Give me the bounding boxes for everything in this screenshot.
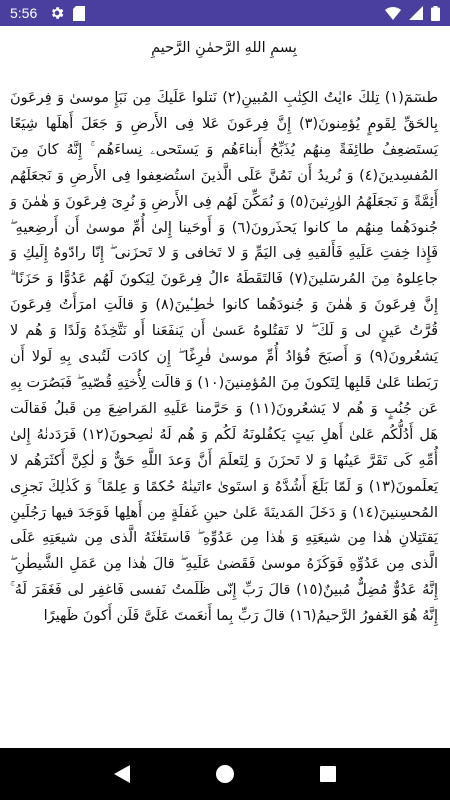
recents-icon	[320, 766, 336, 782]
home-icon	[216, 765, 234, 783]
home-button[interactable]	[209, 758, 241, 790]
basmala-heading: بِسمِ اللهِ الرَّحمٰنِ الرَّحيمِ	[151, 40, 297, 56]
back-icon	[114, 765, 130, 783]
battery-icon	[431, 6, 440, 21]
wifi-icon	[385, 6, 401, 20]
status-time: 5:56	[10, 5, 38, 21]
back-button[interactable]	[106, 758, 138, 790]
verses-text: طسٓمٓ(١) تِلكَ ءايٰتُ الكِتٰبِ المُبينِ(٢) نَتلوا عَلَيكَ مِن نَبَإِ موسىٰ وَ فِرعَونَ بِالحَقِّ لِقَومٍ يُؤمِنونَ(٣) إِنَّ فِرعَونَ عَلا فِى الأَرضِ وَ جَعَلَ أَهلَها شِيَعًا يَستَضعِفُ طائِفَةً مِنهُم يُذَبِّحُ أَبناءَهُم وَ يَستَحىۦ نِساءَهُم ۚ إِنَّهُ كانَ مِنَ المُفسِدينَ(٤) وَ نُريدُ أَن نَمُنَّ عَلَى الَّذينَ استُضعِفوا فِى الأَرضِ وَ نَجعَلَهُم أَئِمَّةً وَ نَجعَلَهُمُ الوٰرِثينَ(٥) وَ نُمَكِّنَ لَهُم فِى الأَرضِ وَ نُرِىَ فِرعَونَ وَ هٰمٰنَ وَ جُنودَهُما مِنهُم ما كانوا يَحذَرونَ(٦) وَ أَوحَينا إِلىٰ أُمِّ موسىٰ أَن أَرضِعيهِ ۖ فَإِذا خِفتِ عَلَيهِ فَأَلقيهِ فِى اليَمِّ وَ لا تَخافى وَ لا تَحزَنى ۖ إِنّا رادّوهُ إِلَيكِ وَ جاعِلوهُ مِنَ المُرسَلينَ(٧) فَالتَقَطَهُ ءالُ فِرعَونَ لِيَكونَ لَهُم عَدُوًّا وَ حَزَنًا ۗ إِنَّ فِرعَونَ وَ هٰمٰنَ وَ جُنودَهُما كانوا خٰطِـٔينَ(٨) وَ قالَتِ امرَأَتُ فِرعَونَ قُرَّتُ عَينٍ لى وَ لَكَ ۖ لا تَقتُلوهُ عَسىٰ أَن يَنفَعَنا أَو نَتَّخِذَهُ وَلَدًا وَ هُم لا يَشعُرونَ(٩) وَ أَصبَحَ فُؤادُ أُمِّ موسىٰ فٰرِغًا ۖ إِن كادَت لَتُبدى بِهِ لَولا أَن رَبَطنا عَلىٰ قَلبِها لِتَكونَ مِنَ المُؤمِنينَ(١٠) وَ قالَت لِأُختِهِ قُصّيهِ ۖ فَبَصُرَت بِهِ عَن جُنُبٍ وَ هُم لا يَشعُرونَ(١١) وَ حَرَّمنا عَلَيهِ المَراضِعَ مِن قَبلُ فَقالَت هَل أَدُلُّكُم عَلىٰ أَهلِ بَيتٍ يَكفُلونَهُ لَكُم وَ هُم لَهُ نٰصِحونَ(١٢) فَرَدَدنٰهُ إِلىٰ أُمِّهِ كَى تَقَرَّ عَينُها وَ لا تَحزَنَ وَ لِتَعلَمَ أَنَّ وَعدَ اللَّهِ حَقٌّ وَ لٰكِنَّ أَكثَرَهُم لا يَعلَمونَ(١٣) وَ لَمّا بَلَغَ أَشُدَّهُ وَ استَوىٰ ءاتَينٰهُ حُكمًا وَ عِلمًا ۚ وَ كَذٰلِكَ نَجزِى المُحسِنينَ(١٤) وَ دَخَلَ المَدينَةَ عَلىٰ حينِ غَفلَةٍ مِن أَهلِها فَوَجَدَ فيها رَجُلَينِ يَقتَتِلانِ هٰذا مِن شيعَتِهِ وَ هٰذا مِن عَدُوِّهِ ۖ فَاستَغٰثَهُ الَّذى مِن شيعَتِهِ عَلَى الَّذى مِن عَدُوِّهِ فَوَكَزَهُ موسىٰ فَقَضىٰ عَلَيهِ ۖ قالَ هٰذا مِن عَمَلِ الشَّيطٰنِ ۖ إِنَّهُ عَدُوٌّ مُضِلٌّ مُبينٌ(١٥) قالَ رَبِّ إِنّى ظَلَمتُ نَفسى فَاغفِر لى فَغَفَرَ لَهُ ۚ إِنَّهُ هُوَ الغَفورُ الرَّحيمُ(١٦) قالَ رَبِّ بِما أَنعَمتَ عَلَىَّ فَلَن أَكونَ ظَهيرًا	[10, 90, 439, 625]
status-bar	[0, 0, 450, 26]
signal-icon	[409, 6, 423, 20]
navigation-bar	[0, 748, 450, 800]
sim-card-icon	[73, 6, 85, 21]
status-right-icons	[377, 6, 440, 21]
reader-content[interactable]	[0, 26, 450, 748]
recents-button[interactable]	[312, 758, 344, 790]
settings-icon	[49, 5, 65, 21]
